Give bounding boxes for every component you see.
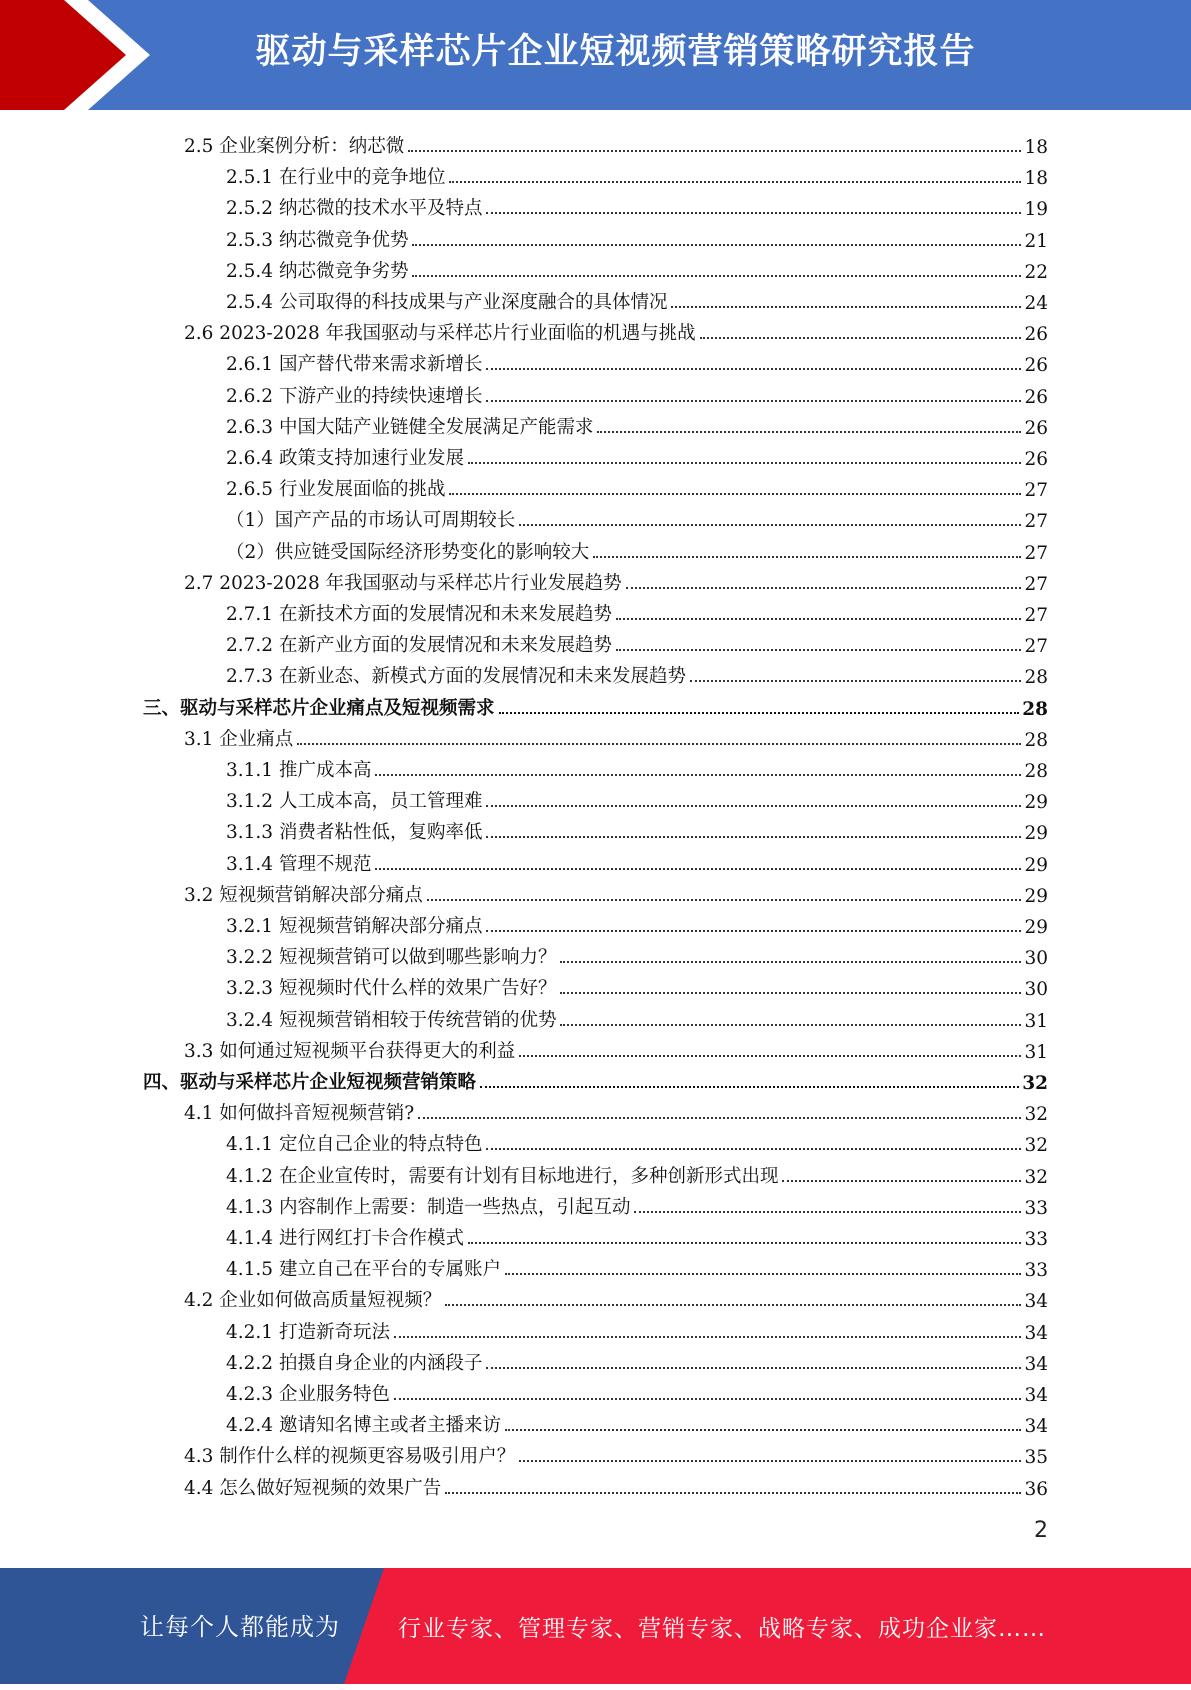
toc-entry-page: 28 xyxy=(1024,761,1048,782)
toc-entry-page: 22 xyxy=(1024,261,1048,283)
toc-entry-title: 3.1.1 推广成本高 xyxy=(226,760,372,781)
toc-entry-title: 2.6.3 中国大陆产业链健全发展满足产能需求 xyxy=(226,416,594,438)
toc-entry-page: 27 xyxy=(1024,480,1048,502)
toc-entry-title: 4.1.4 进行网红打卡合作模式 xyxy=(226,1228,464,1249)
report-footer xyxy=(0,1568,1191,1684)
toc-entry[interactable] xyxy=(226,501,1048,532)
toc-entry-title: 2.5.1 在行业中的竞争地位 xyxy=(226,167,446,189)
toc-entry[interactable] xyxy=(226,1375,1048,1406)
toc-dot-leader xyxy=(486,368,1021,370)
toc-dot-leader xyxy=(616,618,1021,620)
toc-dot-leader xyxy=(690,680,1021,682)
toc-entry-page: 27 xyxy=(1024,636,1048,658)
toc-entry[interactable] xyxy=(226,1125,1048,1156)
toc-dot-leader xyxy=(486,212,1021,214)
toc-entry-page: 33 xyxy=(1024,1229,1048,1250)
toc-dot-leader xyxy=(499,712,1020,714)
toc-dot-leader xyxy=(427,899,1022,901)
toc-entry[interactable] xyxy=(226,470,1048,501)
toc-entry-page: 29 xyxy=(1024,854,1048,876)
toc-entry-page: 28 xyxy=(1024,667,1048,689)
toc-entry-title: 2.5.4 纳芯微竞争劣势 xyxy=(226,260,409,282)
toc-entry-title: 4.2.1 打造新奇玩法 xyxy=(226,1321,390,1343)
toc-entry-page: 34 xyxy=(1024,1416,1048,1438)
toc-entry-title: 3.2 短视频营销解决部分痛点 xyxy=(184,884,423,906)
toc-entry[interactable] xyxy=(226,345,1048,376)
toc-entry-title: 4.3 制作什么样的视频更容易吸引用户？ xyxy=(184,1446,516,1468)
toc-entry-page: 30 xyxy=(1024,948,1048,970)
toc-dot-leader xyxy=(418,1117,1021,1119)
toc-dot-leader xyxy=(412,275,1021,277)
toc-entry[interactable] xyxy=(226,969,1048,1000)
toc-dot-leader xyxy=(445,1304,1021,1306)
toc-dot-leader xyxy=(297,743,1021,745)
toc-entry-title: 2.7.1 在新技术方面的发展情况和未来发展趋势 xyxy=(226,604,612,625)
toc-dot-leader xyxy=(480,1086,1019,1088)
footer-slogan: 让每个人都能成为 xyxy=(140,1613,340,1641)
toc-entry-page: 28 xyxy=(1024,729,1048,751)
toc-entry[interactable] xyxy=(226,1188,1048,1219)
toc-dot-leader xyxy=(468,1242,1021,1244)
report-header xyxy=(0,0,1191,110)
toc-entry[interactable] xyxy=(226,595,1048,626)
toc-entry[interactable] xyxy=(226,813,1048,844)
toc-entry-title: 2.6.2 下游产业的持续快速增长 xyxy=(226,385,483,407)
toc-dot-leader xyxy=(700,337,1022,339)
toc-dot-leader xyxy=(375,868,1021,870)
toc-entry-page: 27 xyxy=(1024,542,1048,564)
toc-entry-page: 26 xyxy=(1024,417,1048,439)
toc-dot-leader xyxy=(505,1273,1021,1275)
toc-dot-leader xyxy=(486,930,1021,932)
toc-dot-leader xyxy=(560,992,1021,994)
toc-entry-title: 3.1.2 人工成本高，员工管理难 xyxy=(226,791,483,813)
toc-entry[interactable] xyxy=(226,283,1048,314)
toc-entry[interactable] xyxy=(226,907,1048,938)
toc-dot-leader xyxy=(486,1367,1021,1369)
toc-entry-title: 3.1.4 管理不规范 xyxy=(226,853,372,875)
toc-entry-title: 2.6 2023-2028 年我国驱动与采样芯片行业面临的机遇与挑战 xyxy=(184,323,696,345)
toc-entry[interactable] xyxy=(226,1157,1048,1188)
toc-dot-leader xyxy=(408,150,1021,152)
toc-dot-leader xyxy=(634,1211,1021,1213)
toc-entry-title: 2.5.4 公司取得的科技成果与产业深度融合的具体情况 xyxy=(226,292,668,313)
toc-entry-title: 4.2.4 邀请知名博主或者主播来访 xyxy=(226,1415,501,1437)
toc-entry-title: 2.7 2023-2028 年我国驱动与采样芯片行业发展趋势 xyxy=(184,572,622,594)
toc-entry[interactable] xyxy=(226,1001,1048,1032)
toc-entry-page: 32 xyxy=(1022,1073,1048,1094)
toc-entry[interactable] xyxy=(184,127,1048,158)
toc-entry[interactable] xyxy=(226,1250,1048,1281)
toc-dot-leader xyxy=(468,462,1021,464)
toc-entry[interactable] xyxy=(226,158,1048,189)
toc-entry-title: 2.6.1 国产替代带来需求新增长 xyxy=(226,354,483,376)
toc-entry-title: 3.3 如何通过短视频平台获得更大的利益 xyxy=(184,1040,516,1062)
toc-entry-page: 32 xyxy=(1024,1166,1048,1188)
toc-entry-page: 27 xyxy=(1024,511,1048,533)
report-title: 驱动与采样芯片企业短视频营销策略研究报告 xyxy=(255,32,976,72)
toc-entry-title: 4.1.1 定位自己企业的特点特色 xyxy=(226,1134,483,1156)
toc-dot-leader xyxy=(375,774,1021,776)
toc-dot-leader xyxy=(519,1460,1021,1462)
toc-dot-leader xyxy=(597,431,1021,433)
toc-entry-page: 31 xyxy=(1024,1010,1048,1032)
toc-dot-leader xyxy=(593,556,1021,558)
toc-entry-page: 34 xyxy=(1024,1291,1048,1313)
toc-entry-page: 28 xyxy=(1022,698,1048,720)
red-arrow-decoration xyxy=(0,0,160,110)
toc-entry[interactable] xyxy=(226,1406,1048,1437)
toc-entry[interactable] xyxy=(226,938,1048,969)
toc-dot-leader xyxy=(394,1398,1021,1400)
toc-entry-page: 35 xyxy=(1024,1447,1048,1469)
toc-dot-leader xyxy=(412,244,1021,246)
toc-entry-page: 26 xyxy=(1024,324,1048,346)
toc-entry[interactable] xyxy=(226,782,1048,813)
toc-entry-title: 2.5.3 纳芯微竞争优势 xyxy=(226,229,409,251)
toc-entry-title: 4.1.5 建立自己在平台的专属账户 xyxy=(226,1259,501,1281)
toc-entry-title: 2.6.4 政策支持加速行业发展 xyxy=(226,448,464,469)
toc-entry-title: 4.4 怎么做好短视频的效果广告 xyxy=(184,1477,442,1499)
toc-entry[interactable] xyxy=(184,1281,1048,1312)
toc-entry[interactable] xyxy=(226,439,1048,470)
toc-entry[interactable] xyxy=(184,564,1048,595)
toc-entry-page: 33 xyxy=(1024,1260,1048,1282)
toc-entry[interactable] xyxy=(184,876,1048,907)
toc-dot-leader xyxy=(445,1492,1021,1494)
toc-entry-page: 29 xyxy=(1024,917,1048,938)
toc-entry[interactable] xyxy=(226,1219,1048,1250)
toc-dot-leader xyxy=(782,1180,1021,1182)
toc-entry-page: 18 xyxy=(1024,137,1048,158)
toc-entry-page: 26 xyxy=(1024,449,1048,470)
toc-entry[interactable] xyxy=(226,657,1048,688)
toc-entry-title: 2.7.3 在新业态、新模式方面的发展情况和未来发展趋势 xyxy=(226,666,686,688)
toc-entry[interactable] xyxy=(184,720,1048,751)
toc-entry-page: 21 xyxy=(1024,230,1048,252)
toc-entry-title: 4.2.3 企业服务特色 xyxy=(226,1384,390,1405)
toc-entry-page: 27 xyxy=(1024,605,1048,626)
toc-entry-title: 4.1.2 在企业宣传时，需要有计划有目标地进行，多种创新形式出现 xyxy=(226,1165,779,1187)
toc-entry[interactable] xyxy=(226,189,1048,220)
toc-entry[interactable] xyxy=(226,1313,1048,1344)
toc-entry-page: 29 xyxy=(1024,885,1048,907)
toc-dot-leader xyxy=(505,1429,1021,1431)
toc-entry[interactable] xyxy=(226,252,1048,283)
toc-entry-title: 4.2.2 拍摄自身企业的内涵段子 xyxy=(226,1352,483,1374)
toc-entry-title: 4.2 企业如何做高质量短视频？ xyxy=(184,1290,442,1312)
toc-entry[interactable] xyxy=(226,845,1048,876)
toc-dot-leader xyxy=(486,836,1021,838)
toc-entry-page: 30 xyxy=(1024,979,1048,1001)
toc-entry[interactable] xyxy=(143,1063,1048,1094)
footer-expert-list: 行业专家、管理专家、营销专家、战略专家、成功企业家…… xyxy=(398,1616,1046,1642)
toc-entry-title: 3.1.3 消费者粘性低，复购率低 xyxy=(226,822,483,844)
toc-dot-leader xyxy=(671,306,1021,308)
page-number: 2 xyxy=(1034,1518,1048,1543)
toc-entry[interactable] xyxy=(184,1094,1048,1125)
toc-entry-title: 4.1.3 内容制作上需要：制造一些热点，引起互动 xyxy=(226,1196,631,1218)
toc-entry[interactable] xyxy=(226,533,1048,564)
toc-entry-page: 18 xyxy=(1024,168,1048,190)
toc-dot-leader xyxy=(486,1148,1021,1150)
toc-entry-page: 31 xyxy=(1024,1041,1048,1063)
toc-entry[interactable] xyxy=(226,221,1048,252)
toc-entry[interactable] xyxy=(226,751,1048,782)
toc-entry-title: 4.1 如何做抖音短视频营销? xyxy=(184,1103,415,1125)
toc-entry[interactable] xyxy=(184,1032,1048,1063)
toc-dot-leader xyxy=(519,524,1021,526)
toc-entry[interactable] xyxy=(226,377,1048,408)
toc-entry[interactable] xyxy=(143,689,1048,720)
toc-dot-leader xyxy=(394,1336,1021,1338)
toc-dot-leader xyxy=(519,1055,1021,1057)
toc-entry-title: 3.2.2 短视频营销可以做到哪些影响力？ xyxy=(226,947,557,969)
toc-entry-page: 27 xyxy=(1024,573,1048,595)
toc-entry-title: 2.6.5 行业发展面临的挑战 xyxy=(226,479,446,501)
toc-dot-leader xyxy=(449,181,1021,183)
toc-entry-title: （2）供应链受国际经济形势变化的影响较大 xyxy=(226,541,590,563)
toc-entry-title: 3.1 企业痛点 xyxy=(184,728,294,750)
toc-entry[interactable] xyxy=(184,1437,1048,1468)
toc-entry-title: 2.7.2 在新产业方面的发展情况和未来发展趋势 xyxy=(226,635,612,657)
toc-dot-leader xyxy=(560,961,1021,963)
toc-entry[interactable] xyxy=(226,408,1048,439)
toc-entry-page: 24 xyxy=(1024,293,1048,314)
toc-entry[interactable] xyxy=(184,1469,1048,1500)
toc-dot-leader xyxy=(626,587,1022,589)
toc-entry[interactable] xyxy=(184,314,1048,345)
toc-dot-leader xyxy=(449,493,1021,495)
toc-entry-page: 26 xyxy=(1024,386,1048,408)
toc-entry-page: 34 xyxy=(1024,1322,1048,1344)
toc-entry-page: 32 xyxy=(1024,1104,1048,1126)
toc-entry-page: 32 xyxy=(1024,1135,1048,1157)
toc-entry[interactable] xyxy=(226,626,1048,657)
toc-dot-leader xyxy=(486,400,1021,402)
toc-entry[interactable] xyxy=(226,1344,1048,1375)
toc-entry-page: 29 xyxy=(1024,792,1048,814)
toc-entry-page: 36 xyxy=(1024,1478,1048,1500)
toc-entry-page: 19 xyxy=(1024,199,1048,221)
toc-entry-title: 3.2.3 短视频时代什么样的效果广告好？ xyxy=(226,978,557,1000)
toc-entry-page: 33 xyxy=(1024,1197,1048,1219)
toc-entry-title: 2.5.2 纳芯微的技术水平及特点 xyxy=(226,198,483,220)
toc-entry-page: 29 xyxy=(1024,823,1048,845)
toc-entry-page: 34 xyxy=(1024,1353,1048,1375)
toc-dot-leader xyxy=(560,1024,1021,1026)
toc-entry-title: 2.5 企业案例分析：纳芯微 xyxy=(184,136,405,157)
toc-dot-leader xyxy=(616,649,1021,651)
toc-entry-page: 26 xyxy=(1024,355,1048,377)
toc-entry-title: 3.2.1 短视频营销解决部分痛点 xyxy=(226,916,483,937)
toc-dot-leader xyxy=(486,805,1021,807)
toc-entry-page: 34 xyxy=(1024,1385,1048,1406)
toc-entry-title: （1）国产产品的市场认可周期较长 xyxy=(226,510,516,532)
toc-entry-title: 三、驱动与采样芯片企业痛点及短视频需求 xyxy=(143,697,495,719)
toc-entry-title: 四、驱动与采样芯片企业短视频营销策略 xyxy=(143,1072,477,1093)
toc-entry-title: 3.2.4 短视频营销相较于传统营销的优势 xyxy=(226,1009,557,1031)
